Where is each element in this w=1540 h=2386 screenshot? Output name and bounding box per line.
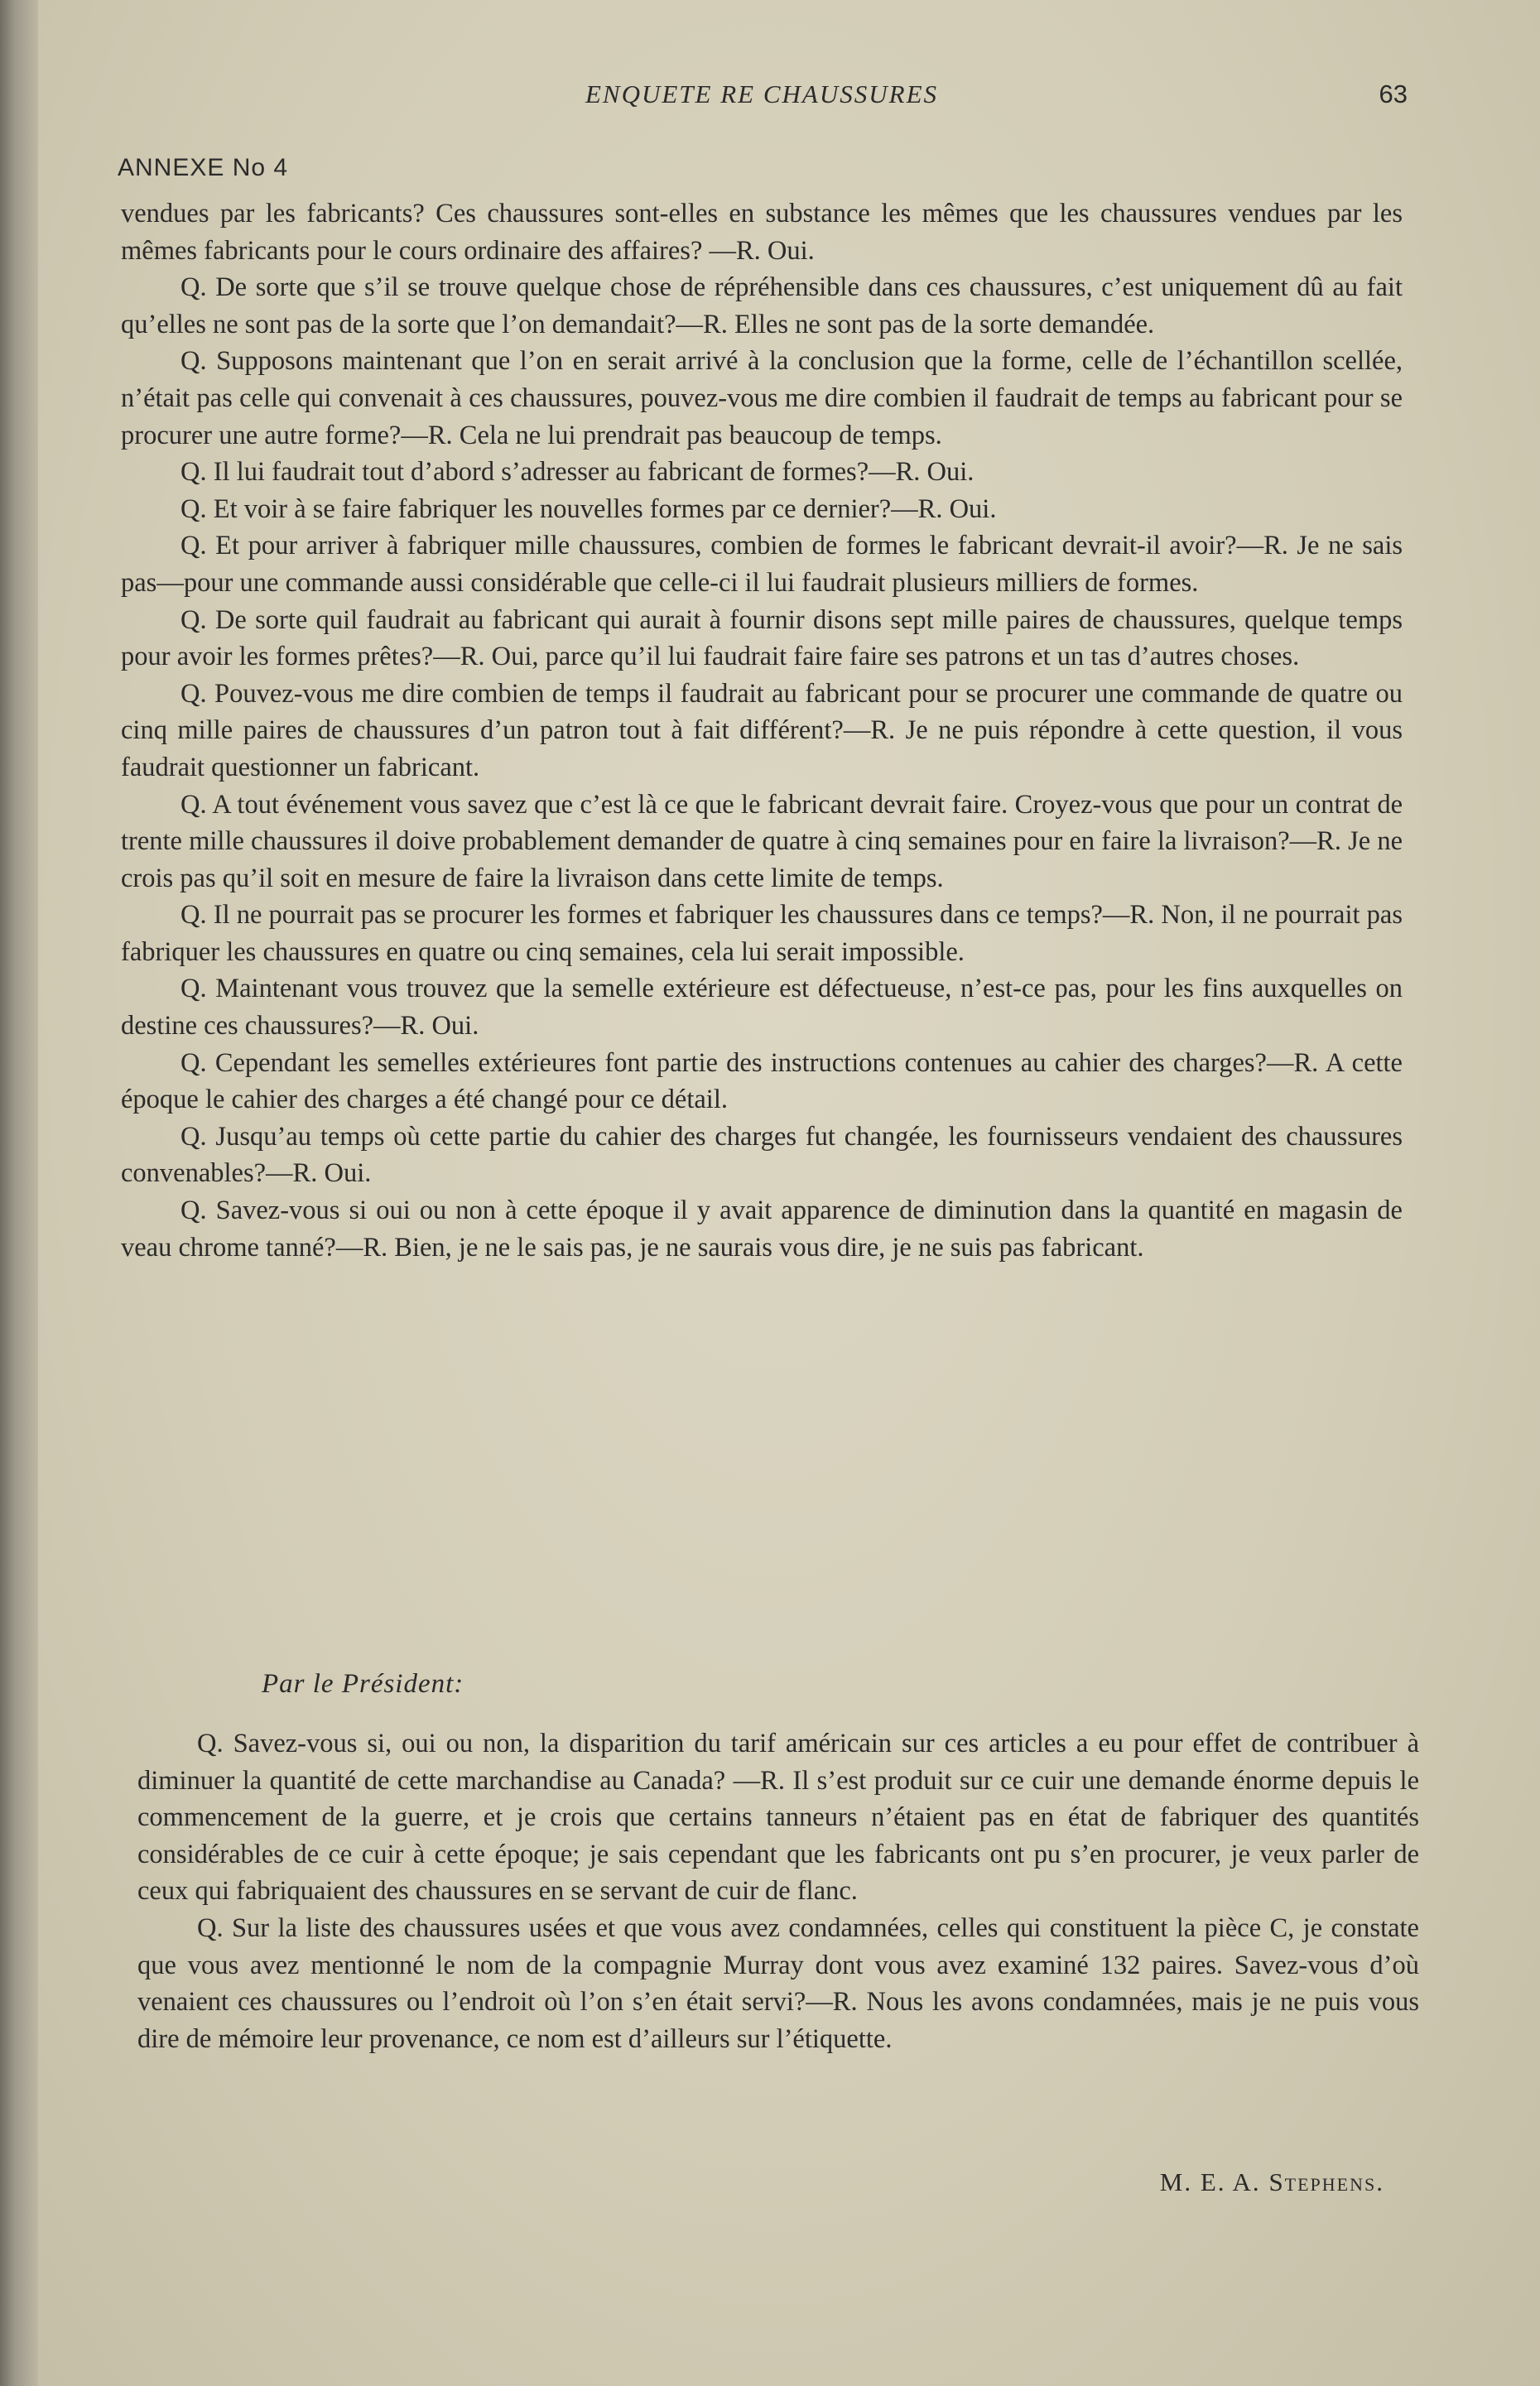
signature-surname: Stephens. bbox=[1268, 2167, 1384, 2196]
running-title: ENQUETE RE CHAUSSURES bbox=[585, 79, 939, 108]
paragraph: Q. Savez-vous si oui ou non à cette époque il y avait apparence de diminution dans la quantité en magasin de veau chrome tanné?—R. Bien, je ne le sais pas, je ne saurais vous dire, je ne suis pas fabricant. bbox=[121, 1195, 1403, 1263]
testimony-section-1 bbox=[121, 195, 1403, 1266]
page-header bbox=[116, 79, 1408, 121]
paragraph: Q. Savez-vous si, oui ou non, la disparition du tarif américain sur ces articles a eu pour effet de contribuer à diminuer la quantité de cette marchandise au Canada? —R. Il s’est produit sur ce cuir une demande énorme depuis le commencement de la guerre, et je crois que certains tanneurs n’étaient pas en état de fabriquer des quantités considérables de ce cuir à cette époque; je sais cependant que les fabricants ont pu s’en procurer, je veux parler de ceux qui fabriquaient des chaussures en se servant de cuir de flanc. bbox=[137, 1729, 1419, 1907]
signature bbox=[1160, 2167, 1384, 2197]
signature-initials: M. E. A. bbox=[1159, 2167, 1261, 2196]
paragraph: Q. Sur la liste des chaussures usées et que vous avez condamnées, celles qui constituent la pièce C, je constate que vous avez mentionné le nom de la compagnie Murray dont vous avez examiné 132 paires. Savez-vous d’où venaient ces chaussures ou l’endroit où l’on s’en était servi?—R. Nous les avons condamnées, mais je ne puis vous dire de mémoire leur provenance, ce nom est d’ailleurs sur l’étiquette. bbox=[137, 1912, 1419, 2054]
paragraph: vendues par les fabricants? Ces chaussures sont-elles en substance les mêmes que les chaussures vendues par les mêmes fabricants pour le cours ordinaire des affaires? —R. Oui. bbox=[121, 199, 1403, 266]
paragraph: Q. Il ne pourrait pas se procurer les formes et fabriquer les chaussures dans ce temps?—R. Non, il ne pourrait pas fabriquer les chaussures en quatre ou cinq semaines, cela lui serait impossible. bbox=[121, 900, 1403, 967]
paragraph: Q. Cependant les semelles extérieures font partie des instructions contenues au cahier des charges?—R. A cette époque le cahier des charges a été changé pour ce détail. bbox=[121, 1047, 1403, 1115]
paragraph: Q. Et pour arriver à fabriquer mille chaussures, combien de formes le fabricant devrait-il avoir?—R. Je ne sais pas—pour une commande aussi considérable que celle-ci il lui faudrait plusieurs milliers de formes. bbox=[121, 531, 1403, 598]
page-number: 63 bbox=[1379, 79, 1408, 108]
paragraph: Q. De sorte quil faudrait au fabricant qui aurait à fournir disons sept mille paires de chaussures, quelque temps pour avoir les formes prêtes?—R. Oui, parce qu’il lui faudrait faire faire ses patrons et un tas d’autres choses. bbox=[121, 604, 1403, 672]
paragraph: Q. Maintenant vous trouvez que la semelle extérieure est défectueuse, n’est-ce pas, pour les fins auxquelles on destine ces chaussures?—R. Oui. bbox=[121, 974, 1403, 1041]
speaker-heading: Par le Président: bbox=[262, 1669, 464, 1699]
paragraph: Q. De sorte que s’il se trouve quelque chose de répréhensible dans ces chaussures, c’est uniquement dû au fait qu’elles ne sont pas de la sorte que l’on demandait?—R. Elles ne sont pas de la sorte demandée. bbox=[121, 272, 1403, 339]
binding-spine bbox=[0, 0, 38, 2386]
annex-label: ANNEXE No 4 bbox=[118, 154, 289, 181]
paragraph: Q. A tout événement vous savez que c’est là ce que le fabricant devrait faire. Croyez-vous que pour un contrat de trente mille chaussures il doive probablement demander de quatre à cinq semaines pour en faire la livraison?—R. Je ne crois pas qu’il soit en mesure de faire la livraison dans cette limite de temps. bbox=[121, 789, 1403, 893]
paragraph: Q. Jusqu’au temps où cette partie du cahier des charges fut changée, les fournisseurs vendaient des chaussures convenables?—R. Oui. bbox=[121, 1121, 1403, 1189]
paragraph: Q. Et voir à se faire fabriquer les nouvelles formes par ce dernier?—R. Oui. bbox=[180, 493, 997, 524]
testimony-section-2 bbox=[137, 1725, 1419, 2057]
paragraph: Q. Supposons maintenant que l’on en serait arrivé à la conclusion que la forme, celle de l’échantillon scellée, n’était pas celle qui convenait à ces chaussures, pouvez-vous me dire combien il faudrait de temps au fabricant pour se procurer une autre forme?—R. Cela ne lui prendrait pas beaucoup de temps. bbox=[121, 346, 1403, 450]
paragraph: Q. Il lui faudrait tout d’abord s’adresser au fabricant de formes?—R. Oui. bbox=[180, 457, 975, 488]
paragraph: Q. Pouvez-vous me dire combien de temps il faudrait au fabricant pour se procurer une commande de quatre ou cinq mille paires de chaussures d’un patron tout à fait différent?—R. Je ne puis répondre à cette question, il vous faudrait questionner un fabricant. bbox=[121, 678, 1403, 782]
